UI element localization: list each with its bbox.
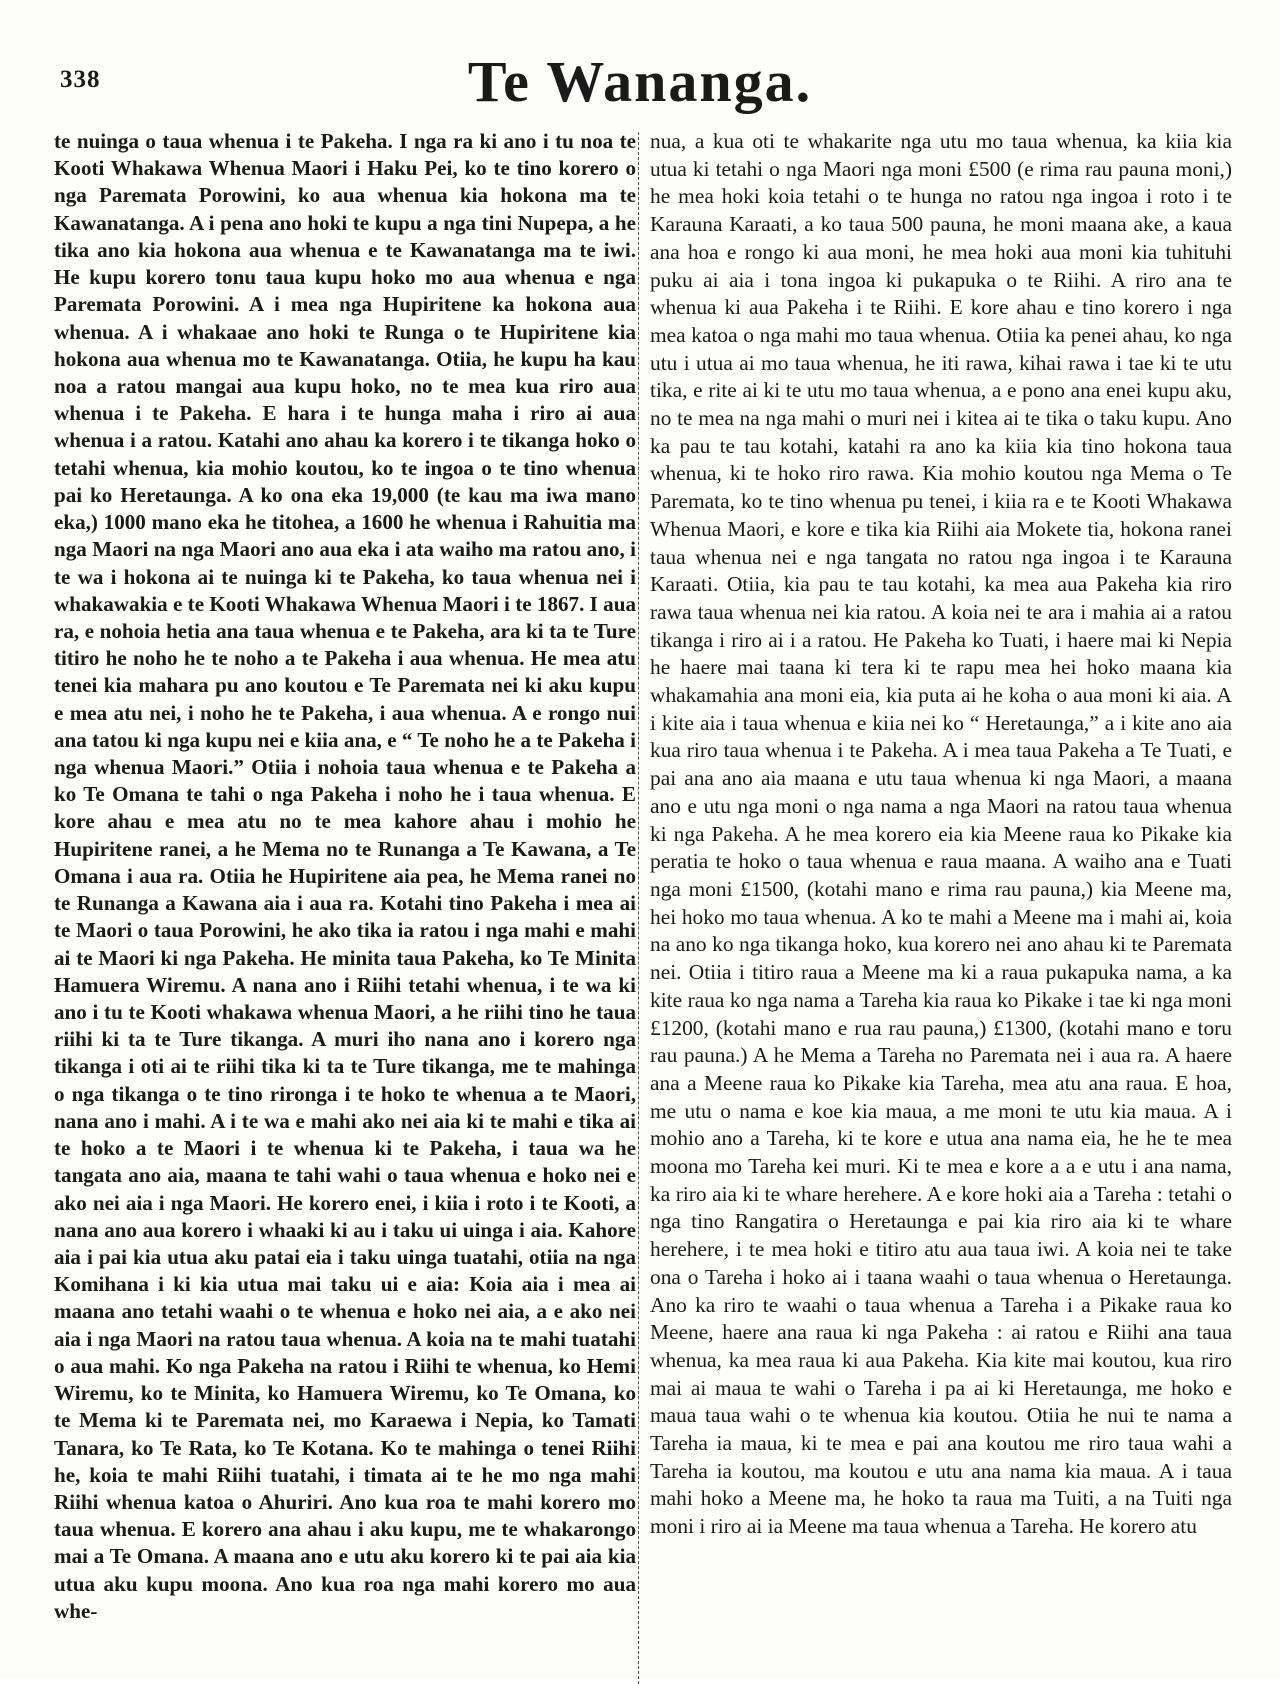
article-column-right	[650, 128, 1232, 1541]
column-divider	[638, 132, 639, 1684]
page-number: 338	[60, 66, 101, 93]
column-left-text: te nuinga o taua whenua i te Pakeha. I nga ra ki ano i tu noa te Kooti Whakawa Whenua Maori i Haku Pei, ko te tino korero o nga Paremata Porowini, ko aua whenua kia hokona ma te Kawanatanga. A i pena ano hoki te kupu a nga tini Nupepa, a he tika ano kia hokona aua whenua e te Kawanatanga ma te iwi. He kupu korero tonu taua kupu hoko mo aua whenua e nga Paremata Porowini. A i mea nga Hupiritene ka hokona aua whenua. A i whakaae ano hoki te Runga o te Hupiritene kia hokona aua whenua mo te Kawanatanga. Otiia, he kupu ha kau noa a ratou mangai aua kupu hoko, no te mea kua riro aua whenua i te Pakeha. E hara i te hunga maha i riro ai aua whenua i a ratou. Katahi ano ahau ka korero i te tikanga hoko o tetahi whenua, kia mohio koutou, ko te ingoa o te tino whenua pai ko Heretaunga. A ko ona eka 19,000 (te kau ma iwa mano eka,) 1000 mano eka he titohea, a 1600 he whenua i Rahuitia ma nga Maori na nga Maori ano aua eka i ata waiho ma ratou ano, i te wa i hokona ai te nuinga ki te Pakeha, ko taua whenua nei i whakawakia e te Kooti Whakawa Whenua Maori i te 1867. I aua ra, e nohoia hetia ana taua whenua e te Pakeha, ara ki ta te Ture titiro he noho he te noho a te Pakeha i aua whenua. He mea atu tenei kia mahara pu ano koutou e Te Paremata nei ki aku kupu e mea atu nei, i noho he te Pakeha, i aua whenua. A e rongo nui ana tatou ki nga kupu nei e kiia ana, e “ Te noho he a te Pakeha i nga whenua Maori.” Otiia i nohoia taua whenua e te Pakeha a ko Te Omana te tahi o nga Pakeha i noho he i taua whenua. E kore ahau e mea atu no te mea kahore ahau i mohio he Hupiritene ranei, a he Mema no te Runanga a Te Kawana, a Te Omana i aua ra. Otiia he Hupiritene aia pea, he Mema ranei no te Runanga a Kawana aia i aua ra. Kotahi tino Pakeha i mea ai te Maori o taua Porowini, he ako tika ia ratou i nga mahi e mahi ai te Maori ki nga Pakeha. He minita taua Pakeha, ko Te Minita Hamuera Wiremu. A nana ano i Riihi tetahi whenua, i te wa ki ano i tu te Kooti whakawa whenua Maori, a he riihi tino he taua riihi ki ta te Ture tikanga. A muri iho nana ano i korero nga tikanga i oti ai te riihi tika ki ta te Ture tikanga, me te mahinga o nga tikanga o te tino rironga i te hoko te whenua a te Maori, nana ano i mahi. A i te wa e mahi ako nei aia ki te mahi e tika ai te hoko a te Maori i te whenua ki te Pakeha, i taua wa he tangata ano aia, maana te tahi wahi o taua whenua e hoko nei e ako nei aia i nga Maori. He korero enei, i kiia i roto i te Kooti, a nana ano aua korero i whaaki ki au i taku ui uinga i aia. Kahore aia i pai kia utua aku patai eia i taku uinga tuatahi, otiia na nga Komihana i ki kia utua mai taku ui e aia: Koia aia i mea ai maana ano tetahi waahi o te whenua e hoko nei aia, a e ako nei aia i nga Maori na ratou taua whenua. A koia na te mahi tuatahi o aua mahi. Ko nga Pakeha na ratou i Riihi te whenua, ko Hemi Wiremu, ko te Minita, ko Hamuera Wiremu, ko Te Omana, ko te Mema ki te Paremata nei, mo Karaewa i Nepia, ko Tamati Tanara, ko Te Rata, ko Te Kotana. Ko te mahinga o tenei Riihi he, koia te mahi Riihi tuatahi, i timata ai te he mo nga mahi Riihi whenua katoa o Ahuriri. Ano kua roa te mahi korero mo taua whenua. E korero ana ahau i aku kupu, me te whakarongo mai a Te Omana. A maana ano e utu aku korero ki te pai aia kia utua aku kupu moona. Ano kua roa nga mahi korero mo aua whe-	[54, 129, 636, 1623]
article-column-left	[54, 128, 636, 1625]
column-right-text: nua, a kua oti te whakarite nga utu mo taua whenua, ka kiia kia utua ki tetahi o nga Maori nga moni £500 (e rima rau pauna moni,) he mea hoki koia tetahi o te hunga no ratou nga ingoa i roto i te Karauna Karaati, a ko taua 500 pauna, he moni maana ake, a kaua ana hoa e rongo ki aua moni, he mea hoki aua moni kia tuhituhi puku ai aia i tona ingoa ki pukapuka o te Riihi. A riro ana te whenua ki aua Pakeha i te Riihi. E kore ahau e tino korero i nga mea katoa o nga mahi mo taua whenua. Otiia ka penei ahau, ko nga utu i utua ai mo taua whenua, he iti rawa, kihai rawa i tae ki te utu tika, e rite ai ki te utu mo taua whenua, a e pono ana enei kupu aku, no te mea na nga mahi o muri nei i kitea ai te tika o taku kupu. Ano ka pau te tau kotahi, katahi ra ano ka kiia kia tino hokona taua whenua, ki te hoko riro rawa. Kia mohio koutou nga Mema o Te Paremata, ko te tino whenua pu tenei, i kiia ra e te Kooti Whakawa Whenua Maori, e kore e tika kia Riihi aia Mokete tia, hokona ranei taua whenua nei e nga tangata no ratou nga ingoa i te Karauna Karaati. Otiia, kia pau te tau kotahi, ka mea aua Pakeha kia riro rawa taua whenua nei kia ratou. A koia nei te ara i mahia ai a ratou tikanga i riro ai i a ratou. He Pakeha ko Tuati, i haere mai ki Nepia he haere mai taana ki tera ki te rapu mea hei hoko maana kia whakamahia ana moni eia, kia puta ai he koha o aua moni ki aia. A i kite aia i taua whenua e kiia nei ko “ Heretaunga,” a i kite ano aia kua riro taua whenua i te Pakeha. A i mea taua Pakeha a Te Tuati, e pai ana ano aia maana e utu taua whenua ki nga Maori, a maana ano e utu nga moni o nga nama a nga Maori na ratou taua whenua ki nga Pakeha. A he mea korero eia kia Meene raua ko Pikake kia peratia te hoko o taua whenua e raua maana. A waiho ana e Tuati nga moni £1500, (kotahi mano e rima rau pauna,) kia Meene ma, hei hoko mo taua whenua. A ko te mahi a Meene ma i mahi ai, koia na ano ko nga tikanga hoko, kua korero nei ano ahau ki te Paremata nei. Otiia i titiro raua a Meene ma ki a raua pukapuka nama, a ka kite raua ko nga nama a Tareha kia raua ko Pikake i tae ki nga moni £1200, (kotahi mano e rua rau pauna,) £1300, (kotahi mano e toru rau pauna.) A he Mema a Tareha no Paremata nei i aua ra. A haere ana a Meene raua ko Pikake kia Tareha, mea atu ana raua. E hoa, me utu o nama e koe kia maua, a me moni te utu kia maua. A i mohio ano a Tareha, ki te kore e utua ana nama eia, he he te mea moona mo Tareha kei muri. Ki te mea e kore a a e utu i ana nama, ka riro aia ki te whare herehere. A e kore hoki aia a Tareha : tetahi o nga tino Rangatira o Heretaunga e pai kia riro aia ki te whare herehere, i te mea hoki e titiro atu aua taua iwi. A koia nei te take ona o Tareha i hoko ai i taana waahi o taua whenua o Heretaunga. Ano ka riro te waahi o taua whenua a Tareha i a Pikake raua ko Meene, haere ana raua ki nga Pakeha : ai ratou e Riihi ana taua whenua, ka mea raua ki aua Pakeha. Kia kite mai koutou, kua riro mai ai maua te wahi o Tareha i pa ai ki Heretaunga, me hoko e maua taua wahi o te whenua kia koutou. Otiia he nui te nama a Tareha ia maua, ki te mea e pai ana koutou me riro taua wahi a Tareha ia koutou, ma koutou e utu ana nama kia maua. A i taua mahi hoko a Meene ma, he hoko ta raua ma Tuiti, a na Tuiti nga moni i riro ai ia Meene ma taua whenua a Tareha. He korero atu	[650, 129, 1232, 1539]
masthead-title: Te Wananga.	[467, 49, 813, 114]
